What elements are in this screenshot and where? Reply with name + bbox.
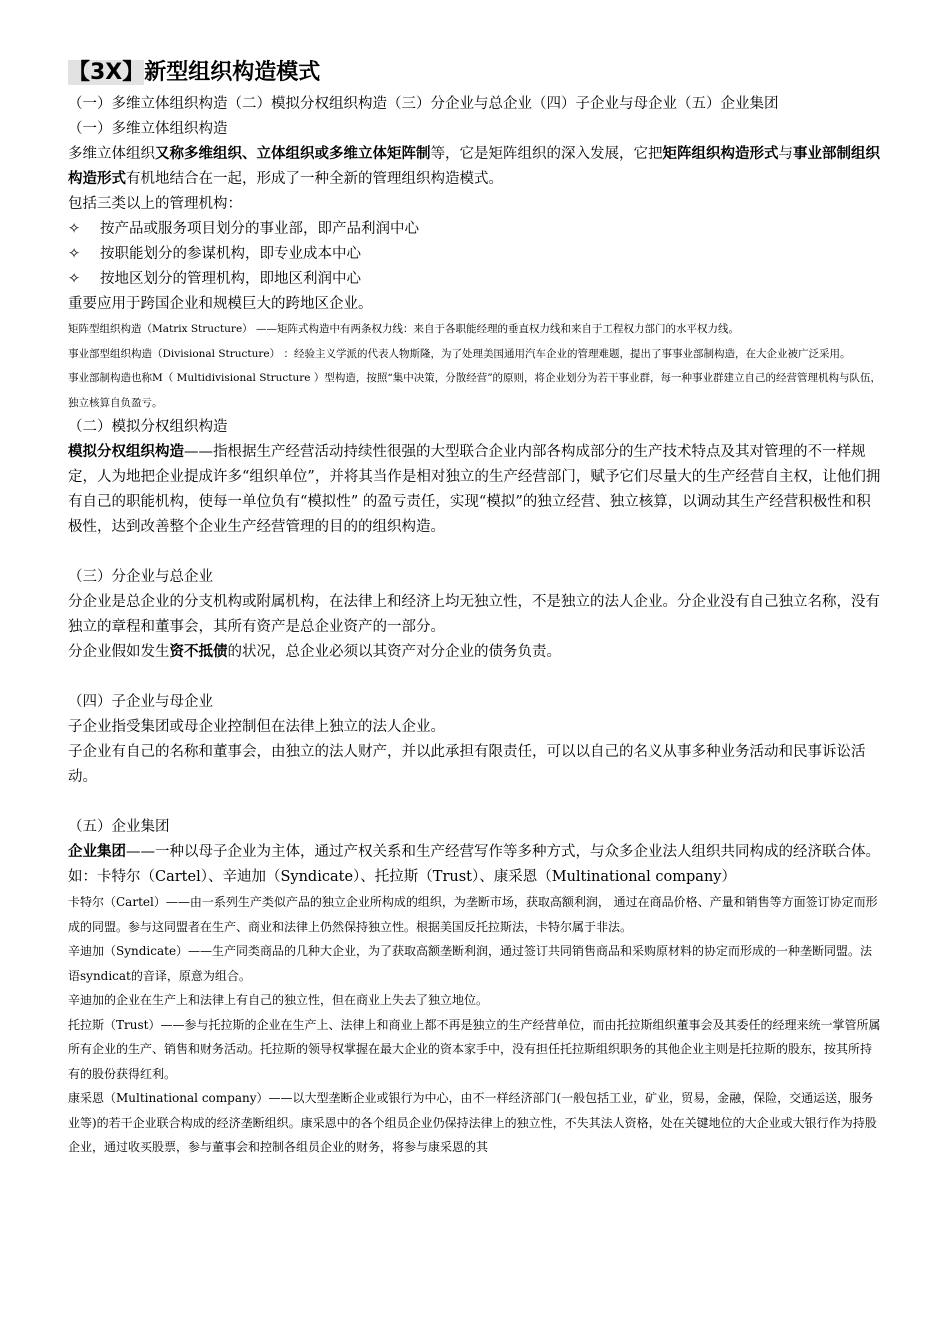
- note-cartel: 卡特尔（Cartel）——由一系列生产类似产品的独立企业所构成的组织，为垄断市场，获取高额利润， 通过在商品价格、产量和销售等方面签订协定而形成的同盟。参与这同盟者在生产、商业和法律上仍然保持独立性。根据美国反托拉斯法，卡特尔属于非法。: [68, 895, 878, 934]
- section-2-heading: （二）模拟分权组织构造: [68, 419, 228, 435]
- bullet-item: [68, 242, 883, 267]
- section-5-definition: [68, 840, 883, 890]
- section-4-heading: （四）子企业与母企业: [68, 694, 213, 710]
- table-of-contents: （一）多维立体组织构造（二）模拟分权组织构造（三）分企业与总企业（四）子企业与母企业（五）企业集团: [68, 96, 779, 112]
- section-3-heading: （三）分企业与总企业: [68, 569, 213, 585]
- bold-term: 企业集团: [68, 844, 126, 860]
- diamond-bullet-icon: ✧: [68, 221, 81, 237]
- text-run: ——指根据生产经营活动持续性很强的大型联合企业内部各构成部分的生产技术特点及其对管理的不一样规定，人为地把企业提成许多“组织单位”，并将其当作是相对独立的生产经营部门，赋予它们尽量大的生产经营自主权，让他们拥有自己的职能机构，使每一单位负有“模拟性” 的盈亏责任，实现“模拟”的独立经营、独立核算，以调动其生产经营积极性和积极性，达到改善整个企业生产经营管理的目的的组织构造。: [68, 444, 881, 535]
- title-bracket: 【3X】: [68, 60, 145, 85]
- note-trust: 托拉斯（Trust）——参与托拉斯的企业在生产上、法律上和商业上都不再是独立的生产经营单位，而由托拉斯组织董事会及其委任的经理来统一掌管所属所有企业的生产、销售和财务活动。托拉斯的领导权掌握在最大企业的资本家手中，没有担任托拉斯组织职务的其他企业主则是托拉斯的股东，按其所持有的股份获得红利。: [68, 1017, 881, 1081]
- section-4-para-2: 子企业有自己的名称和董事会，由独立的法人财产，并以此承担有限责任，可以以自己的名义从事多种业务活动和民事诉讼活动。: [68, 744, 866, 785]
- spacer: [68, 540, 883, 565]
- note-syndicate-2: 辛迪加的企业在生产上和法律上有自己的独立性，但在商业上失去了独立地位。: [68, 993, 489, 1007]
- text-run: 有机地结合在一起，形成了一种全新的管理组织构造模式。: [126, 171, 503, 187]
- section-1-intro: 包括三类以上的管理机构：: [68, 196, 242, 212]
- bold-term: 资不抵债: [169, 644, 228, 660]
- section-1-definition: [68, 142, 883, 192]
- bullet-text: 按地区划分的管理机构，即地区利润中心: [100, 271, 361, 287]
- spacer: [68, 665, 883, 690]
- section-1-heading: （一）多维立体组织构造: [68, 121, 228, 137]
- text-run: 等，它是矩阵组织的深入发展，它把: [430, 146, 663, 162]
- note-konzern: 康采恩（Multinational company）——以大型垄断企业或银行为中心，由不一样经济部门(一般包括工业，矿业，贸易，金融，保险，交通运送，服务业等)的若干企业联合构成的经济垄断组织。康采恩中的各个组员企业仍保持法律上的独立性，不失其法人资格，处在关键地位的大企业或大银行作为持股企业，通过收买股票，参与董事会和控制各组员企业的财务，将参与康采恩的其: [68, 1091, 877, 1154]
- note-syndicate: 辛迪加（Syndicate）——生产同类商品的几种大企业，为了获取高额垄断利润，通过签订共同销售商品和采购原材料的协定而形成的一种垄断同盟。法语syndicat的音译，原意为组合。: [68, 944, 873, 983]
- bold-term: 矩阵组织构造形式: [662, 146, 779, 162]
- bold-term: 事业部制组织构造形式: [68, 146, 880, 187]
- section-1-usage: 重要应用于跨国企业和规模巨大的跨地区企业。: [68, 296, 373, 312]
- title-text: 新型组织构造模式: [144, 60, 321, 85]
- bold-term: 模拟分权组织构造: [68, 444, 184, 460]
- bullet-item: [68, 267, 883, 292]
- text-run: 与: [778, 146, 793, 162]
- bold-term: 又称多维组织、立体组织或多维立体矩阵制: [155, 146, 431, 162]
- section-3-para-2: [68, 640, 883, 665]
- section-2-body: [68, 440, 883, 540]
- section-5-heading: （五）企业集团: [68, 819, 170, 835]
- note-matrix: 矩阵型组织构造（Matrix Structure） ——矩阵式构造中有两条权力线：来自于各职能经理的垂直权力线和来自于工程权力部门的水平权力线。: [68, 323, 739, 335]
- document-page: [68, 56, 883, 1160]
- text-run: 分企业假如发生: [68, 644, 170, 660]
- diamond-bullet-icon: ✧: [68, 271, 81, 287]
- note-divisional: 事业部型组织构造（Divisional Structure） ：经验主义学派的代表人物斯隆，为了处理美国通用汽车企业的管理难题，提出了事事业部制构造，在大企业被广泛采用。: [68, 347, 851, 360]
- section-3-para-1: 分企业是总企业的分支机构或附属机构，在法律上和经济上均无独立性，不是独立的法人企业。分企业没有自己独立名称，没有独立的章程和董事会，其所有资产是总企业资产的一部分。: [68, 594, 880, 635]
- bullet-item: [68, 217, 883, 242]
- page-title: [68, 56, 883, 90]
- section-4-para-1: 子企业指受集团或母企业控制但在法律上独立的法人企业。: [68, 719, 445, 735]
- spacer: [68, 790, 883, 815]
- diamond-bullet-icon: ✧: [68, 246, 81, 262]
- text-run: 多维立体组织: [68, 146, 155, 162]
- note-m-form: 事业部制构造也称M（ Multidivisional Structure ）型构造，按照“集中决策，分散经营”的原则，将企业划分为若干事业群，每一种事业群建立自己的经营管理机构与队伍，独立核算自负盈亏。: [68, 372, 882, 409]
- text-run: ——一种以母子企业为主体，通过产权关系和生产经营写作等多种方式，与众多企业法人组织共同构成的经济联合体。如：卡特尔（Cartel）、辛迪加（Syndicate）、托拉斯（Trust）、康采恩（Multinational company）: [68, 844, 880, 885]
- text-run: 的状况，总企业必须以其资产对分企业的债务负责。: [227, 644, 561, 660]
- bullet-text: 按产品或服务项目划分的事业部，即产品利润中心: [100, 221, 419, 237]
- bullet-text: 按职能划分的参谋机构，即专业成本中心: [100, 246, 361, 262]
